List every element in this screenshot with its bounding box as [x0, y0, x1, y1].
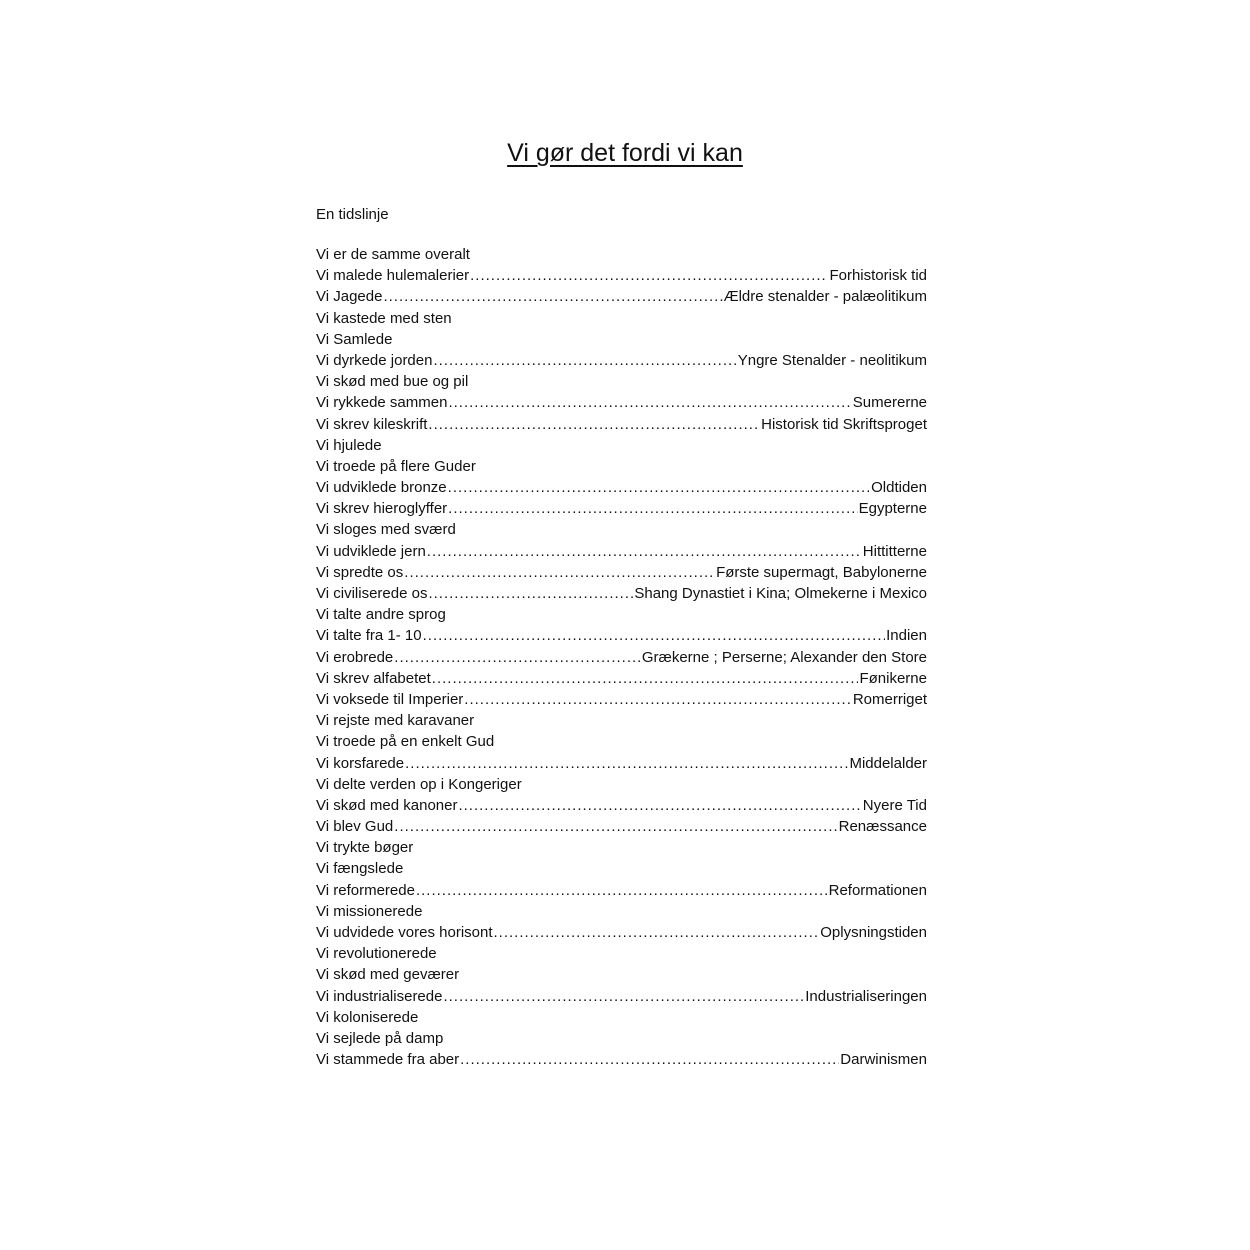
- timeline-era-label: Fønikerne: [859, 669, 927, 687]
- timeline-era-label: Reformationen: [828, 881, 927, 899]
- timeline-event-text: Vi sejlede på damp: [316, 1029, 444, 1047]
- dot-leader: [443, 986, 804, 1007]
- timeline-row: [316, 414, 927, 435]
- timeline-event-text: Vi spredte os: [316, 563, 404, 581]
- timeline-event-text: Vi talte fra 1- 10: [316, 627, 422, 645]
- timeline-row: [316, 731, 927, 752]
- timeline-era-label: Hittitterne: [862, 542, 927, 560]
- timeline-era-label: Oplysningstiden: [820, 924, 927, 941]
- timeline-row: [316, 456, 927, 477]
- timeline-era-label: Grækerne ; Perserne; Alexander den Store: [641, 648, 927, 666]
- timeline-event-text: Vi skrev kileskrift: [316, 415, 428, 433]
- timeline-event-text: Vi blev Gud: [316, 818, 394, 836]
- timeline-era-label: Første supermagt, Babylonerne: [716, 563, 927, 581]
- timeline-row: [316, 519, 927, 540]
- timeline-row: [316, 350, 927, 371]
- timeline-row: [316, 943, 927, 964]
- dot-leader: [404, 562, 715, 583]
- timeline-row: [316, 858, 927, 879]
- timeline-row: [316, 1028, 927, 1049]
- dot-leader: [448, 392, 851, 413]
- timeline-row: [316, 625, 927, 646]
- timeline-event-text: Vi dyrkede jorden: [316, 351, 433, 369]
- timeline-era-label: Oldtiden: [871, 479, 927, 497]
- timeline-era-label: Yngre Stenalder - neolitikum: [737, 351, 927, 369]
- dot-leader: [448, 498, 857, 519]
- timeline-event-text: Vi trykte bøger: [316, 839, 414, 857]
- timeline-row: [316, 837, 927, 858]
- timeline-event-text: Vi koloniserede: [316, 1008, 419, 1026]
- timeline-row: [316, 774, 927, 795]
- timeline-event-text: Vi reformerede: [316, 881, 415, 899]
- timeline-event-text: Vi industrialiserede: [316, 987, 443, 1005]
- dot-leader: [458, 795, 861, 816]
- timeline-event-text: Vi stammede fra aber: [316, 1051, 460, 1069]
- page-title-text: Vi gør det fordi vi kan: [507, 139, 743, 167]
- timeline-era-label: Nyere Tid: [862, 796, 927, 814]
- timeline-event-text: Vi kastede med sten: [316, 309, 452, 327]
- dot-leader: [405, 753, 848, 774]
- timeline-row: [316, 1007, 927, 1028]
- timeline-row: [316, 435, 927, 456]
- timeline-row: [316, 392, 927, 413]
- timeline-era-label: Shang Dynastiet i Kina; Olmekerne i Mexico: [634, 585, 927, 602]
- timeline-event-text: Vi missionerede: [316, 902, 423, 920]
- dot-leader: [448, 477, 870, 498]
- timeline-era-label: Romerriget: [852, 690, 927, 708]
- dot-leader: [464, 689, 852, 710]
- timeline-row: [316, 816, 927, 837]
- timeline-event-text: Vi civiliserede os: [316, 585, 428, 602]
- timeline-era-label: Indien: [886, 627, 927, 645]
- dot-leader: [433, 350, 736, 371]
- timeline-row: [316, 286, 927, 307]
- timeline-row: [316, 795, 927, 816]
- timeline-event-text: Vi korsfarede: [316, 754, 405, 772]
- timeline-era-label: Industrialiseringen: [805, 987, 927, 1005]
- timeline-event-text: Vi udviklede bronze: [316, 479, 447, 497]
- timeline-event-text: Vi rejste med karavaner: [316, 712, 475, 730]
- timeline-row: [316, 308, 927, 329]
- timeline-row: [316, 901, 927, 922]
- timeline-row: [316, 753, 927, 774]
- timeline-event-text: Vi troede på en enkelt Gud: [316, 733, 495, 751]
- dot-leader: [428, 414, 760, 435]
- dot-leader: [470, 265, 828, 286]
- timeline-event-text: Vi malede hulemalerier: [316, 267, 470, 285]
- timeline-event-text: Vi revolutionerede: [316, 945, 437, 963]
- timeline-list: [316, 244, 927, 1070]
- dot-leader: [383, 286, 722, 307]
- timeline-row: [316, 583, 927, 604]
- timeline-event-text: Vi udviklede jern: [316, 542, 426, 560]
- dot-leader: [494, 922, 820, 943]
- timeline-event-text: Vi troede på flere Guder: [316, 457, 476, 475]
- timeline-row: [316, 1049, 927, 1070]
- timeline-row: [316, 562, 927, 583]
- dot-leader: [416, 880, 828, 901]
- timeline-event-text: Vi skrev alfabetet: [316, 669, 431, 687]
- timeline-row: [316, 880, 927, 901]
- timeline-row: [316, 498, 927, 519]
- dot-leader: [460, 1049, 839, 1070]
- timeline-row: [316, 329, 927, 350]
- timeline-event-text: Vi Samlede: [316, 330, 393, 348]
- dot-leader: [427, 541, 862, 562]
- dot-leader: [423, 625, 886, 646]
- timeline-row: [316, 604, 927, 625]
- timeline-event-text: Vi erobrede: [316, 648, 394, 666]
- timeline-row: [316, 689, 927, 710]
- subtitle: En tidslinje: [316, 206, 389, 223]
- timeline-row: [316, 371, 927, 392]
- timeline-event-text: Vi delte verden op i Kongeriger: [316, 775, 522, 793]
- timeline-event-text: Vi skød med kanoner: [316, 796, 458, 814]
- timeline-row: [316, 265, 927, 286]
- timeline-era-label: Forhistorisk tid: [829, 267, 927, 285]
- timeline-event-text: Vi udvidede vores horisont: [316, 924, 493, 941]
- timeline-event-text: Vi fængslede: [316, 860, 404, 878]
- timeline-row: [316, 964, 927, 985]
- timeline-era-label: Renæssance: [838, 818, 927, 836]
- timeline-event-text: Vi rykkede sammen: [316, 394, 448, 412]
- timeline-event-text: Vi Jagede: [316, 288, 383, 306]
- timeline-era-label: Historisk tid Skriftsproget: [761, 415, 927, 433]
- timeline-event-text: Vi hjulede: [316, 436, 382, 454]
- timeline-era-label: Sumererne: [852, 394, 927, 412]
- timeline-era-label: Ældre stenalder - palæolitikum: [723, 288, 927, 306]
- timeline-row: [316, 477, 927, 498]
- timeline-row: [316, 668, 927, 689]
- dot-leader: [432, 668, 859, 689]
- dot-leader: [394, 816, 837, 837]
- timeline-event-text: Vi er de samme overalt: [316, 246, 470, 263]
- dot-leader: [394, 647, 641, 668]
- timeline-event-text: Vi sloges med sværd: [316, 521, 456, 539]
- timeline-row: [316, 922, 927, 943]
- timeline-era-label: Darwinismen: [840, 1051, 927, 1069]
- timeline-row: [316, 541, 927, 562]
- timeline-row: [316, 244, 927, 265]
- timeline-event-text: Vi skød med geværer: [316, 966, 460, 984]
- timeline-row: [316, 986, 927, 1007]
- timeline-era-label: Middelalder: [849, 754, 927, 772]
- timeline-event-text: Vi skød med bue og pil: [316, 373, 469, 391]
- timeline-event-text: Vi talte andre sprog: [316, 606, 446, 624]
- timeline-event-text: Vi voksede til Imperier: [316, 690, 464, 708]
- page-title: [0, 136, 1250, 170]
- timeline-row: [316, 647, 927, 668]
- timeline-era-label: Egypterne: [858, 500, 927, 518]
- timeline-event-text: Vi skrev hieroglyffer: [316, 500, 448, 518]
- dot-leader: [428, 583, 633, 604]
- timeline-row: [316, 710, 927, 731]
